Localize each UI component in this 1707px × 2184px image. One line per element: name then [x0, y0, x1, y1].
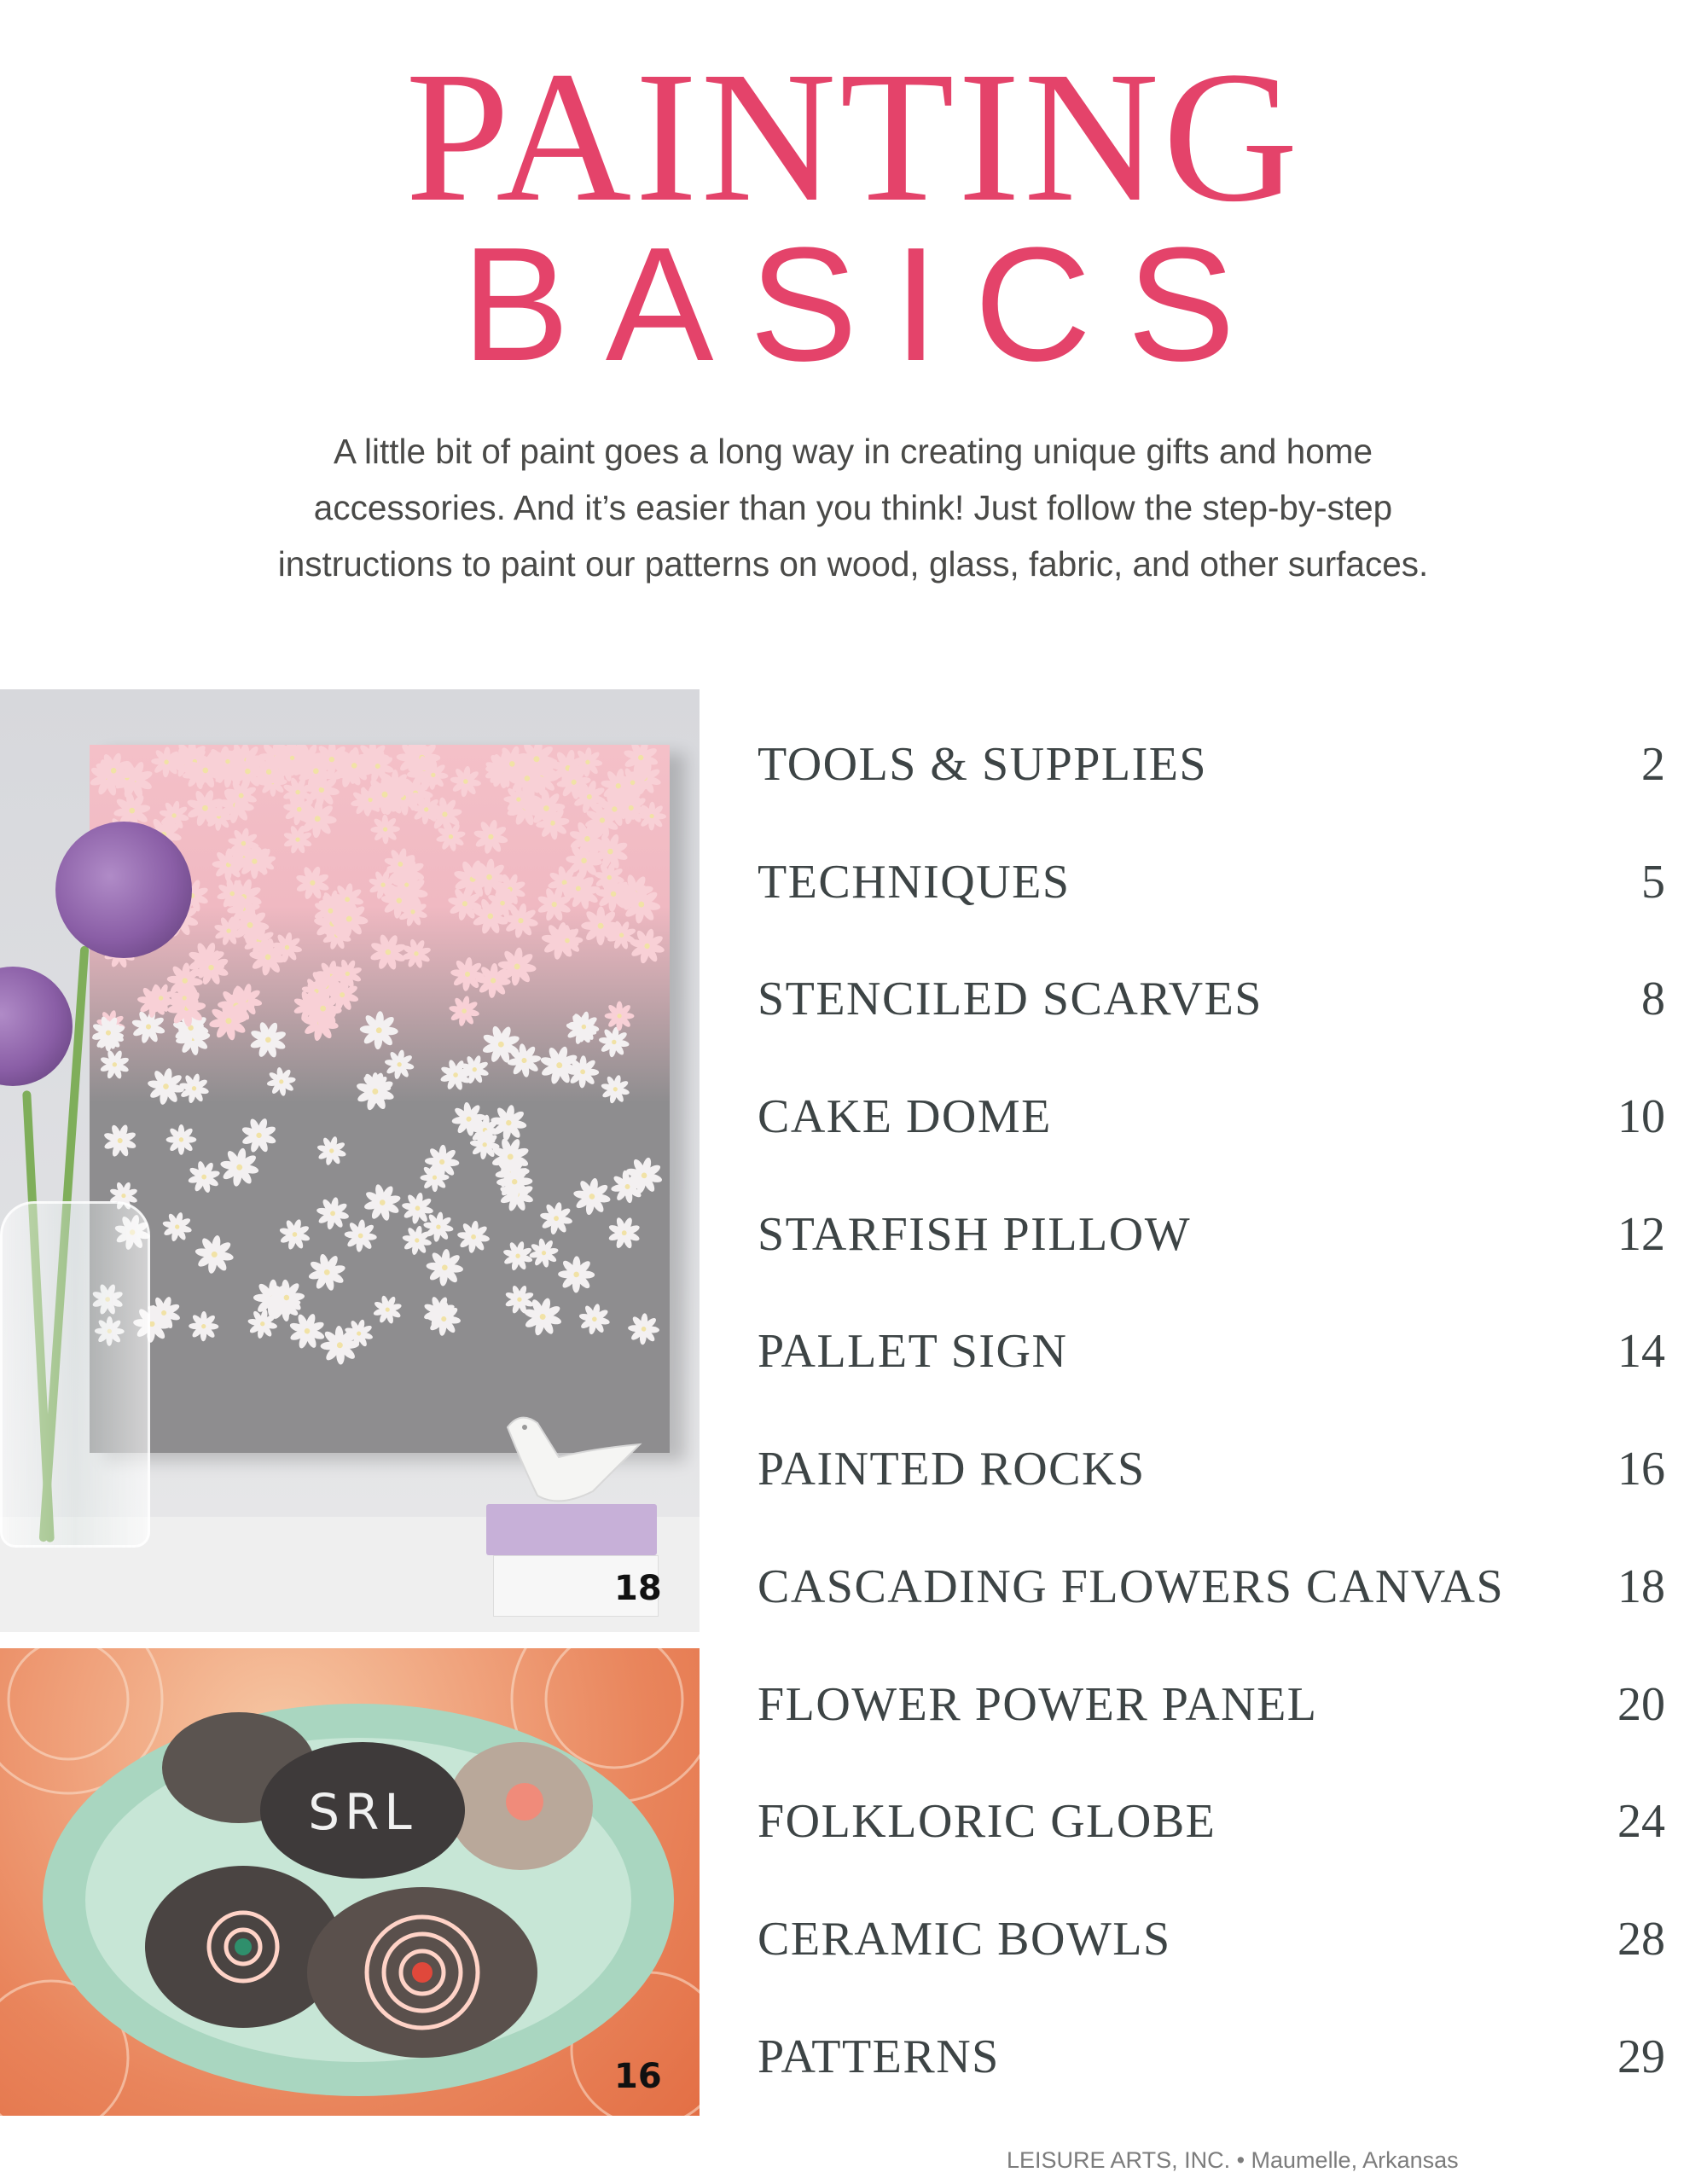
toc-page-number: 16	[1617, 1443, 1665, 1496]
bird-figurine	[499, 1410, 644, 1508]
rock-monogram: SRL	[308, 1783, 417, 1841]
toc-entry[interactable]	[758, 843, 1665, 961]
toc-title: FLOWER POWER PANEL	[758, 1677, 1318, 1731]
glass-vase	[0, 1201, 150, 1548]
toc-entry[interactable]	[758, 1548, 1665, 1665]
toc-entry[interactable]	[758, 1665, 1665, 1783]
toc-page-number: 14	[1617, 1325, 1665, 1379]
toc-entry[interactable]	[758, 2018, 1665, 2135]
toc-title: STARFISH PILLOW	[758, 1207, 1192, 1261]
intro-line: A little bit of paint goes a long way in creating unique gifts and home	[333, 432, 1373, 471]
toc-page-number: 24	[1617, 1795, 1665, 1849]
title-painting: PAINTING	[405, 32, 1302, 241]
page-badge: 18	[614, 1569, 662, 1608]
toc-page-number: 10	[1617, 1090, 1665, 1144]
toc-title: CERAMIC BOWLS	[758, 1912, 1171, 1966]
toc-entry[interactable]	[758, 725, 1665, 843]
title-basics: BASICS	[462, 214, 1271, 395]
toc-page-number: 29	[1617, 2030, 1665, 2083]
toc-page-number: 2	[1641, 738, 1665, 791]
toc-title: CASCADING FLOWERS CANVAS	[758, 1560, 1505, 1613]
toc-entry[interactable]	[758, 1782, 1665, 1900]
toc-title: PATTERNS	[758, 2030, 1000, 2083]
toc-page-number: 5	[1641, 855, 1665, 909]
allium-flower	[55, 822, 192, 958]
publisher-footer: LEISURE ARTS, INC. • Maumelle, Arkansas	[1007, 2147, 1459, 2173]
toc-title: PALLET SIGN	[758, 1325, 1068, 1379]
toc-entry[interactable]	[758, 1900, 1665, 2018]
page-badge: 16	[614, 2057, 662, 2096]
cascading-flowers-photo	[0, 689, 700, 1632]
toc-title: FOLKLORIC GLOBE	[758, 1795, 1216, 1849]
toc-page-number: 18	[1617, 1560, 1665, 1613]
allium-flower	[0, 967, 73, 1086]
intro-paragraph	[196, 423, 1510, 592]
toc-page-number: 20	[1617, 1677, 1665, 1731]
painted-rocks-photo	[0, 1648, 700, 2116]
toc-page-number: 8	[1641, 973, 1665, 1026]
intro-line: accessories. And it’s easier than you think! Just follow the step-by-step	[313, 488, 1393, 527]
toc-title: PAINTED ROCKS	[758, 1443, 1146, 1496]
toc-entry[interactable]	[758, 1077, 1665, 1195]
toc-entry[interactable]	[758, 1430, 1665, 1548]
table-of-contents	[758, 725, 1665, 2135]
toc-title: STENCILED SCARVES	[758, 973, 1263, 1026]
toc-page-number: 28	[1617, 1912, 1665, 1966]
toc-title: TOOLS & SUPPLIES	[758, 738, 1208, 791]
toc-entry[interactable]	[758, 1195, 1665, 1313]
toc-title: TECHNIQUES	[758, 855, 1071, 909]
toc-title: CAKE DOME	[758, 1090, 1052, 1144]
intro-line: instructions to paint our patterns on wood, glass, fabric, and other surfaces.	[277, 544, 1429, 584]
rocks-illustration	[0, 1648, 700, 2116]
toc-entry[interactable]	[758, 960, 1665, 1077]
toc-page-number: 12	[1617, 1207, 1665, 1261]
toc-entry[interactable]	[758, 1312, 1665, 1430]
